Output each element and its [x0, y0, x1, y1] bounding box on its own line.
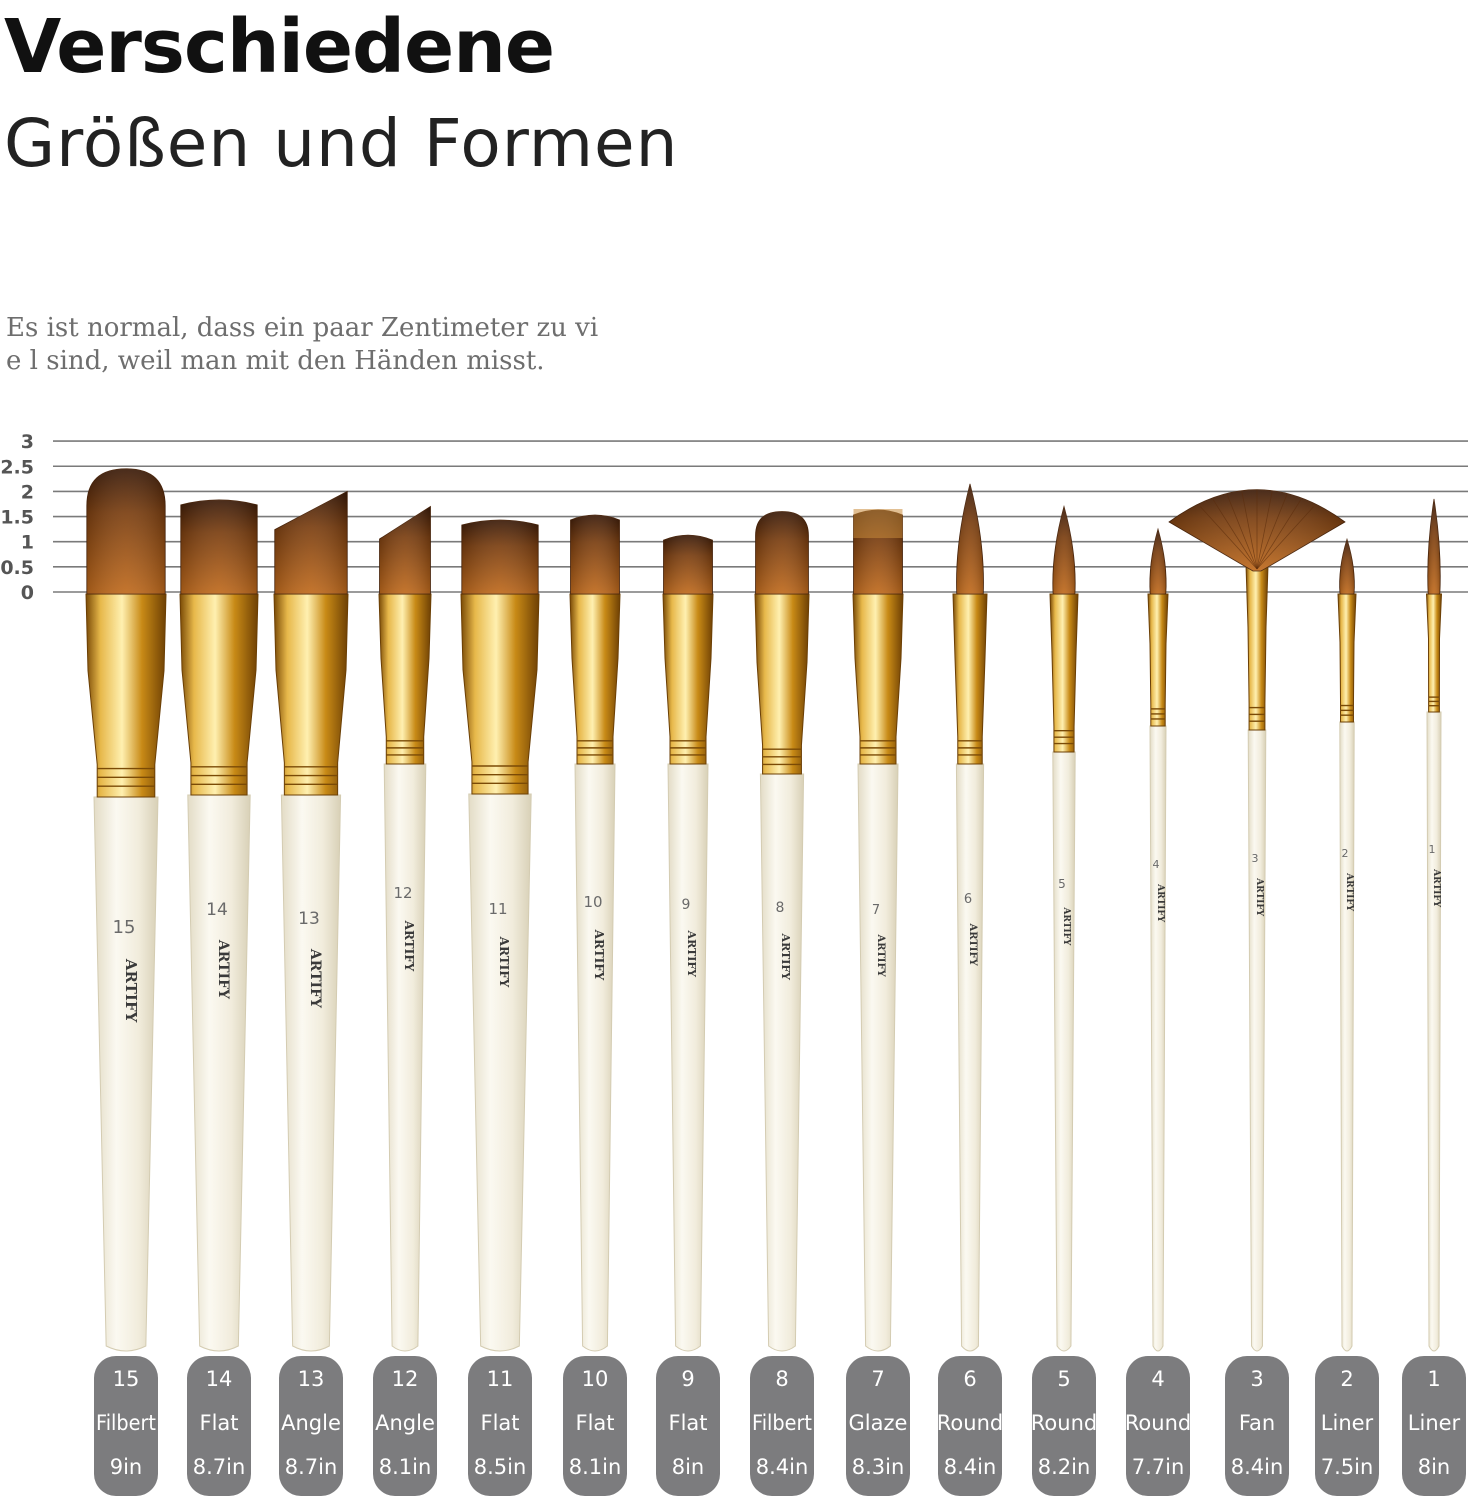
brand-logo: ARTIFY [1155, 884, 1165, 923]
handle-size-number: 13 [298, 909, 320, 929]
handle-size-number: 4 [1152, 858, 1160, 871]
pill-length: 8.4in [755, 1455, 809, 1479]
brush-7 [846, 509, 910, 1496]
brand-logo: ARTIFY [1344, 873, 1354, 912]
scale-tick-label: 1.5 [0, 506, 34, 529]
pill-shape: Angle [281, 1411, 341, 1435]
brush-handle [858, 764, 898, 1351]
handle-size-number: 9 [681, 897, 691, 913]
pill-shape: Flat [199, 1411, 239, 1435]
brush-14 [180, 500, 258, 1496]
pill-length: 8.4in [1230, 1455, 1284, 1479]
brush-1 [1402, 499, 1466, 1496]
pill-shape: Round [936, 1411, 1004, 1435]
pill-number: 15 [112, 1367, 140, 1391]
pill-length: 8in [1417, 1455, 1451, 1479]
handle-size-number: 10 [583, 893, 603, 911]
handle-size-number: 2 [1341, 847, 1349, 860]
brush-2 [1315, 539, 1379, 1496]
brand-logo: ARTIFY [215, 939, 231, 999]
pill-length: 7.5in [1320, 1455, 1374, 1479]
pill-number: 9 [681, 1367, 695, 1391]
brush-handle [1427, 712, 1441, 1351]
pill-shape: Angle [375, 1411, 435, 1435]
brush-ferrule [1148, 594, 1168, 726]
brand-logo: ARTIFY [685, 930, 698, 978]
brush-info-pill [563, 1356, 627, 1496]
brush-info-pill [279, 1356, 343, 1496]
brush-ferrule [86, 594, 166, 797]
brush-ferrule [379, 594, 431, 764]
brush-handle [469, 794, 531, 1351]
brush-3 [1169, 490, 1345, 1496]
handle-size-number: 6 [963, 892, 973, 907]
pill-length: 8in [671, 1455, 705, 1479]
brush-ferrule [1338, 594, 1356, 722]
brush-ferrule [180, 594, 258, 795]
brush-info-pill [373, 1356, 437, 1496]
brush-info-pill [1225, 1356, 1289, 1496]
brush-12 [373, 506, 437, 1496]
brush-ferrule [1246, 565, 1268, 730]
pill-shape: Filbert [96, 1411, 156, 1435]
brush-handle [1053, 752, 1075, 1351]
brand-logo: ARTIFY [402, 920, 416, 972]
brush-handle [956, 764, 983, 1351]
pill-shape: Flat [480, 1411, 520, 1435]
pill-number: 8 [775, 1367, 789, 1391]
brush-8 [750, 512, 814, 1496]
pill-number: 1 [1427, 1367, 1441, 1391]
brush-handle [188, 795, 250, 1351]
pill-number: 2 [1340, 1367, 1354, 1391]
brush-info-pill [1315, 1356, 1379, 1496]
pill-number: 14 [205, 1367, 233, 1391]
brush-5 [1031, 506, 1097, 1496]
pill-number: 3 [1250, 1367, 1264, 1391]
pill-length: 8.1in [378, 1455, 432, 1479]
pill-shape: Fan [1238, 1411, 1276, 1435]
brush-10 [563, 515, 627, 1496]
pill-length: 8.4in [943, 1455, 997, 1479]
pill-length: 8.7in [284, 1455, 338, 1479]
heading-line-1: Verschiedene [4, 4, 555, 90]
pill-number: 12 [391, 1367, 419, 1391]
pill-length: 8.5in [473, 1455, 527, 1479]
measurement-note: Es ist normal, dass ein paar Zentimeter zu vie l sind, weil man mit den Händen misst. [6, 313, 599, 376]
brush-info-pill [937, 1356, 1003, 1496]
handle-size-number: 5 [1058, 877, 1066, 891]
pill-shape: Round [1030, 1411, 1098, 1435]
brush-info-pill [1031, 1356, 1097, 1496]
brush-ferrule [755, 594, 809, 774]
brush-handle [1248, 730, 1266, 1351]
pill-number: 10 [581, 1367, 609, 1391]
pill-length: 8.2in [1037, 1455, 1091, 1479]
pill-shape: Liner [1407, 1411, 1461, 1435]
brush-handle [384, 764, 426, 1351]
brand-logo: ARTIFY [1061, 907, 1071, 946]
pill-shape: Flat [668, 1411, 708, 1435]
scale-tick-label: 1 [20, 531, 34, 554]
handle-size-number: 1 [1428, 843, 1436, 856]
brush-4 [1125, 529, 1191, 1496]
pill-length: 7.7in [1131, 1455, 1185, 1479]
pill-number: 7 [871, 1367, 885, 1391]
scale-tick-label: 3 [20, 431, 34, 454]
brand-logo: ARTIFY [497, 936, 511, 988]
pill-number: 6 [963, 1367, 977, 1391]
brush-info-pill [1402, 1356, 1466, 1496]
brand-logo: ARTIFY [967, 923, 978, 966]
pill-length: 9in [109, 1455, 143, 1479]
brush-13 [274, 491, 348, 1496]
heading-line-2: Größen und Formen [4, 105, 679, 182]
pill-shape: Glaze [848, 1411, 908, 1435]
handle-size-number: 11 [488, 900, 508, 918]
brush-ferrule [663, 594, 713, 764]
brush-info-pill [468, 1356, 532, 1496]
brush-info-pill [656, 1356, 720, 1496]
brand-logo: ARTIFY [122, 958, 140, 1023]
brush-ferrule [1427, 594, 1442, 712]
brush-ferrule [570, 594, 620, 764]
brush-handle [281, 795, 340, 1351]
brand-logo: ARTIFY [875, 934, 886, 977]
pill-shape: Filbert [752, 1411, 812, 1435]
brush-11 [461, 520, 539, 1496]
brush-info-pill [750, 1356, 814, 1496]
brush-ferrule [461, 594, 539, 794]
pill-shape: Round [1124, 1411, 1192, 1435]
brush-row [86, 469, 1466, 1496]
brand-logo: ARTIFY [307, 948, 323, 1008]
brush-handle [94, 797, 158, 1351]
brand-logo: ARTIFY [592, 929, 606, 981]
brush-ferrule [274, 594, 348, 795]
pill-length: 8.3in [851, 1455, 905, 1479]
handle-size-number: 7 [871, 903, 881, 918]
pill-shape: Flat [575, 1411, 615, 1435]
brush-info-pill [187, 1356, 251, 1496]
brush-ferrule [853, 594, 903, 764]
pill-length: 8.7in [192, 1455, 246, 1479]
brush-6 [937, 484, 1003, 1496]
handle-size-number: 8 [775, 900, 785, 916]
scale-tick-label: 2 [20, 481, 34, 504]
brush-handle [668, 764, 708, 1351]
pill-length: 8.1in [568, 1455, 622, 1479]
brush-9 [656, 535, 720, 1496]
handle-size-number: 14 [206, 900, 228, 920]
scale-tick-label: 0 [20, 582, 34, 604]
brush-info-pill [1125, 1356, 1191, 1496]
scale-tick-label: 0.5 [0, 556, 34, 579]
brush-handle [1150, 726, 1166, 1351]
brush-info-pill [846, 1356, 910, 1496]
brush-ferrule [953, 594, 987, 764]
brush-ferrule [1050, 594, 1078, 752]
handle-size-number: 3 [1251, 852, 1259, 865]
brand-logo: ARTIFY [1254, 878, 1264, 917]
pill-number: 11 [486, 1367, 514, 1391]
brush-info-pill [94, 1356, 158, 1496]
brand-logo: ARTIFY [779, 933, 792, 981]
brush-handle [760, 774, 803, 1351]
handle-size-number: 12 [393, 884, 413, 902]
brand-logo: ARTIFY [1431, 869, 1441, 908]
pill-number: 5 [1057, 1367, 1071, 1391]
brush-15 [86, 469, 166, 1496]
pill-number: 4 [1151, 1367, 1165, 1391]
brush-handle [1340, 722, 1354, 1351]
scale-tick-label: 2.5 [0, 456, 34, 479]
brush-handle [575, 764, 615, 1351]
handle-size-number: 15 [112, 917, 136, 938]
pill-number: 13 [297, 1367, 325, 1391]
pill-shape: Liner [1320, 1411, 1374, 1435]
